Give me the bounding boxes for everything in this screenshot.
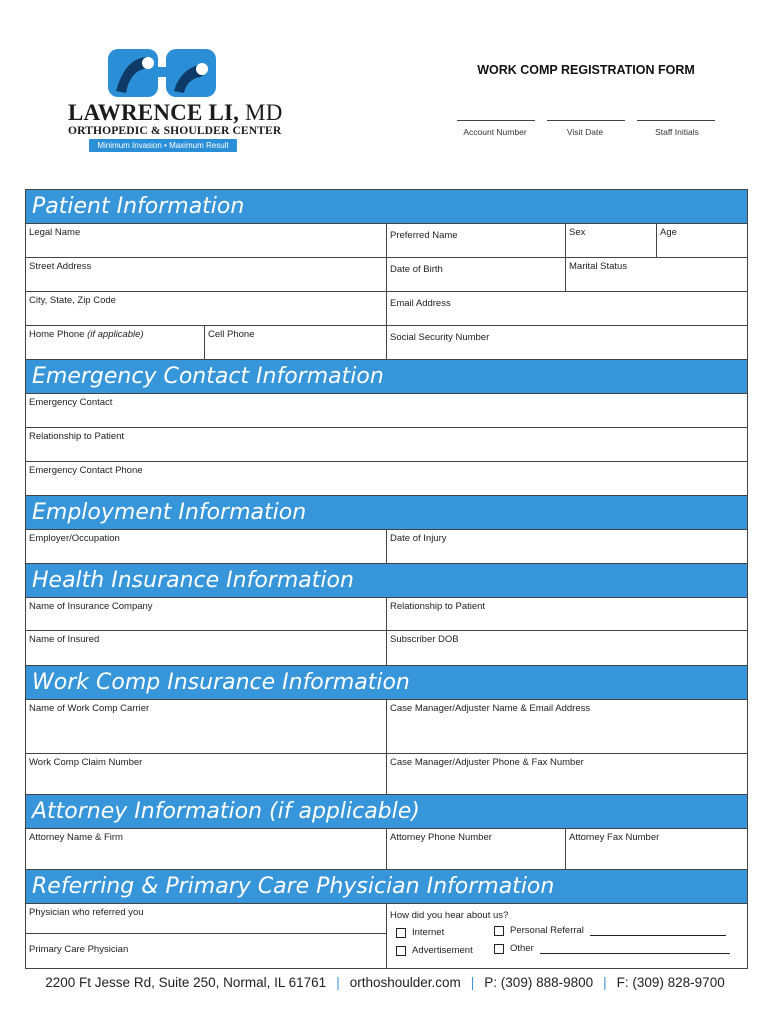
option-internet[interactable]: Internet: [396, 927, 444, 938]
insurance-relationship-field[interactable]: Relationship to Patient: [390, 601, 486, 612]
logo-subtitle: ORTHOPEDIC & SHOULDER CENTER: [68, 124, 282, 137]
home-phone-field[interactable]: Home Phone (if applicable): [26, 326, 205, 359]
email-field[interactable]: Email Address: [390, 298, 451, 309]
form-title: WORK COMP REGISTRATION FORM: [477, 63, 695, 77]
checkbox-icon[interactable]: [494, 926, 504, 936]
section-employment: Employment Information: [26, 496, 747, 530]
footer-address: 2200 Ft Jesse Rd, Suite 250, Normal, IL 61761: [45, 975, 327, 990]
option-other[interactable]: Other: [494, 943, 730, 954]
account-number-label: Account Number: [463, 127, 527, 137]
visit-date-field[interactable]: [547, 108, 625, 121]
sex-field[interactable]: Sex: [566, 224, 657, 257]
footer-website[interactable]: orthoshoulder.com: [349, 975, 461, 990]
visit-date-label: Visit Date: [566, 127, 604, 137]
footer-fax: F: (309) 828-9700: [616, 975, 725, 990]
hear-about-us-field: [387, 904, 747, 968]
section-work-comp-insurance: Work Comp Insurance Information: [26, 666, 747, 700]
city-state-zip-field[interactable]: City, State, Zip Code: [26, 292, 387, 325]
claim-number-field[interactable]: Work Comp Claim Number: [26, 754, 387, 794]
legal-name-field[interactable]: Legal Name: [26, 224, 387, 257]
checkbox-icon[interactable]: [494, 944, 504, 954]
work-comp-carrier-field[interactable]: Name of Work Comp Carrier: [26, 700, 387, 753]
logo-name: LAWRENCE LI, MD: [68, 100, 283, 125]
registration-form: [25, 189, 748, 969]
emergency-contact-field[interactable]: Emergency Contact: [29, 397, 113, 408]
account-number-field[interactable]: [457, 108, 535, 121]
logo-tagline: Minimum Invasion • Maximum Result: [89, 139, 237, 152]
section-emergency-contact: Emergency Contact Information: [26, 360, 747, 394]
logo-mark: [108, 47, 220, 99]
section-health-insurance: Health Insurance Information: [26, 564, 747, 598]
section-patient-information: Patient Information: [26, 190, 747, 224]
section-referring-physician: Referring & Primary Care Physician Information: [26, 870, 747, 904]
emergency-phone-field[interactable]: Emergency Contact Phone: [29, 465, 143, 476]
checkbox-icon[interactable]: [396, 946, 406, 956]
name-of-insured-field[interactable]: Name of Insured: [26, 631, 387, 665]
option-advertisement[interactable]: Advertisement: [396, 945, 473, 956]
employer-occupation-field[interactable]: Employer/Occupation: [26, 530, 387, 563]
option-personal-referral[interactable]: Personal Referral: [494, 925, 726, 936]
preferred-name-field[interactable]: Preferred Name: [387, 224, 566, 257]
date-of-birth-field[interactable]: Date of Birth: [387, 258, 566, 291]
staff-initials-field[interactable]: [637, 108, 715, 121]
primary-care-physician-field[interactable]: Primary Care Physician: [29, 944, 129, 955]
section-attorney: Attorney Information (if applicable): [26, 795, 747, 829]
cell-phone-field[interactable]: Cell Phone: [205, 326, 387, 359]
footer-phone: P: (309) 888-9800: [484, 975, 594, 990]
attorney-phone-field[interactable]: Attorney Phone Number: [387, 829, 566, 869]
checkbox-icon[interactable]: [396, 928, 406, 938]
staff-initials-label: Staff Initials: [655, 127, 699, 137]
hear-about-us-label: How did you hear about us?: [390, 910, 509, 921]
case-manager-name-field[interactable]: Case Manager/Adjuster Name & Email Address: [390, 703, 591, 714]
insurance-company-field[interactable]: Name of Insurance Company: [26, 598, 387, 630]
case-manager-phone-field[interactable]: Case Manager/Adjuster Phone & Fax Number: [390, 757, 584, 768]
age-field[interactable]: Age: [660, 227, 677, 238]
attorney-name-firm-field[interactable]: Attorney Name & Firm: [26, 829, 387, 869]
referring-physician-field[interactable]: Physician who referred you: [26, 904, 386, 934]
street-address-field[interactable]: Street Address: [26, 258, 387, 291]
emergency-relationship-field[interactable]: Relationship to Patient: [29, 431, 125, 442]
footer: 2200 Ft Jesse Rd, Suite 250, Normal, IL 61761 | orthoshoulder.com | P: (309) 888-9800 | F: (309) 828-9700: [45, 975, 725, 990]
marital-status-field[interactable]: Marital Status: [569, 261, 628, 272]
attorney-fax-field[interactable]: Attorney Fax Number: [569, 832, 660, 843]
ssn-field[interactable]: Social Security Number: [390, 332, 490, 343]
subscriber-dob-field[interactable]: Subscriber DOB: [390, 634, 459, 645]
date-of-injury-field[interactable]: Date of Injury: [390, 533, 447, 544]
